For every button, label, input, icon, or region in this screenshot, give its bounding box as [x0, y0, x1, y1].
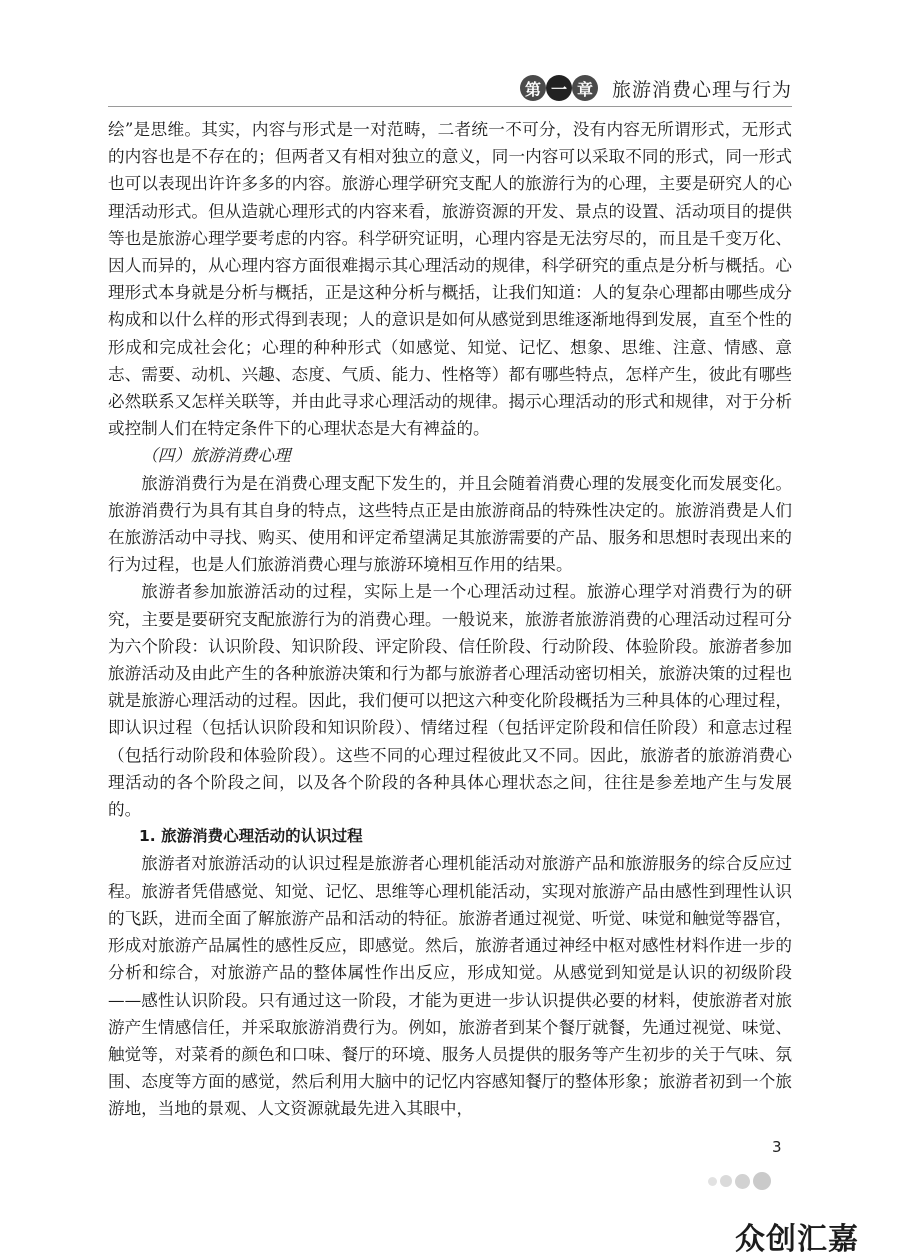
dot-icon	[708, 1177, 717, 1186]
paragraph: 绘”是思维。其实，内容与形式是一对范畴，二者统一不可分，没有内容无所谓形式，无形式的内容也是不存在的；但两者又有相对独立的意义，同一内容可以采取不同的形式，同一形式也可以表现出许许多多的内容。旅游心理学研究支配人的旅游行为的心理，主要是研究人的心理活动形式。但从造就心理形式的内容来看，旅游资源的开发、景点的设置、活动项目的提供等也是旅游心理学要考虑的内容。科学研究证明，心理内容是无法穷尽的，而且是千变万化、因人而异的，从心理内容方面很难揭示其心理活动的规律，科学研究的重点是分析与概括。心理形式本身就是分析与概括，正是这种分析与概括，让我们知道：人的复杂心理都由哪些成分构成和以什么样的形式得到表现；人的意识是如何从感觉到思维逐渐地得到发展，直至个性的形成和完成社会化；心理的种种形式（如感觉、知觉、记忆、想象、思维、注意、情感、意志、需要、动机、兴趣、态度、气质、能力、性格等）都有哪些特点，怎样产生，彼此有哪些必然联系又怎样关联等，并由此寻求心理活动的规律。揭示心理活动的形式和规律，对于分析或控制人们在特定条件下的心理状态是大有裨益的。	[108, 120, 792, 439]
page-number: 3	[772, 1138, 782, 1156]
chapter-header	[520, 72, 792, 104]
section-heading: （四）旅游消费心理	[141, 446, 291, 466]
dot-icon	[735, 1174, 750, 1189]
chapter-char-left: 第	[520, 75, 546, 101]
watermark: 众创汇嘉	[735, 1222, 859, 1257]
page-body	[108, 116, 792, 1123]
chapter-title: 旅游消费心理与行为	[612, 78, 793, 101]
header-divider	[108, 106, 792, 107]
paragraph: 旅游者对旅游活动的认识过程是旅游者心理机能活动对旅游产品和旅游服务的综合反应过程。旅游者凭借感觉、知觉、记忆、思维等心理机能活动，实现对旅游产品由感性到理性认识的飞跃，进而全面了解旅游产品和活动的特征。旅游者通过视觉、听觉、味觉和触觉等器官，形成对旅游产品属性的感性反应，即感觉。然后，旅游者通过神经中枢对感性材料作进一步的分析和综合，对旅游产品的整体属性作出反应，形成知觉。从感觉到知觉是认识的初级阶段——感性认识阶段。只有通过这一阶段，才能为更进一步认识提供必要的材料，使旅游者对旅游产生情感信任，并采取旅游消费行为。例如，旅游者到某个餐厅就餐，先通过视觉、味觉、触觉等，对菜肴的颜色和口味、餐厅的环境、服务人员提供的服务等产生初步的关于气味、氛围、态度等方面的感觉，然后利用大脑中的记忆内容感知餐厅的整体形象；旅游者初到一个旅游地，当地的景观、人文资源就最先进入其眼中，	[108, 854, 792, 1119]
subsection-heading: 1. 旅游消费心理活动的认识过程	[139, 827, 363, 846]
chapter-number-badge: 一	[546, 75, 572, 101]
paragraph: 旅游消费行为是在消费心理支配下发生的，并且会随着消费心理的发展变化而发展变化。旅游消费行为具有其自身的特点，这些特点正是由旅游商品的特殊性决定的。旅游消费是人们在旅游活动中寻找、购买、使用和评定希望满足其旅游需要的产品、服务和思想时表现出来的行为过程，也是人们旅游消费心理与旅游环境相互作用的结果。	[108, 473, 792, 575]
decorative-dots	[708, 1172, 771, 1190]
paragraph: 旅游者参加旅游活动的过程，实际上是一个心理活动过程。旅游心理学对消费行为的研究，主要是要研究支配旅游行为的消费心理。一般说来，旅游者旅游消费的心理活动过程可分为六个阶段：认识阶段、知识阶段、评定阶段、信任阶段、行动阶段、体验阶段。旅游者参加旅游活动及由此产生的各种旅游决策和行为都与旅游者心理活动密切相关，旅游决策的过程也就是旅游心理活动的过程。因此，我们便可以把这六种变化阶段概括为三种具体的心理过程，即认识过程（包括认识阶段和知识阶段）、情绪过程（包括评定阶段和信任阶段）和意志过程（包括行动阶段和体验阶段）。这些不同的心理过程彼此又不同。因此，旅游者的旅游消费心理活动的各个阶段之间，以及各个阶段的各种具体心理状态之间，往往是参差地产生与发展的。	[108, 582, 792, 820]
chapter-char-right: 章	[572, 75, 598, 101]
dot-icon	[753, 1172, 771, 1190]
dot-icon	[720, 1175, 732, 1187]
